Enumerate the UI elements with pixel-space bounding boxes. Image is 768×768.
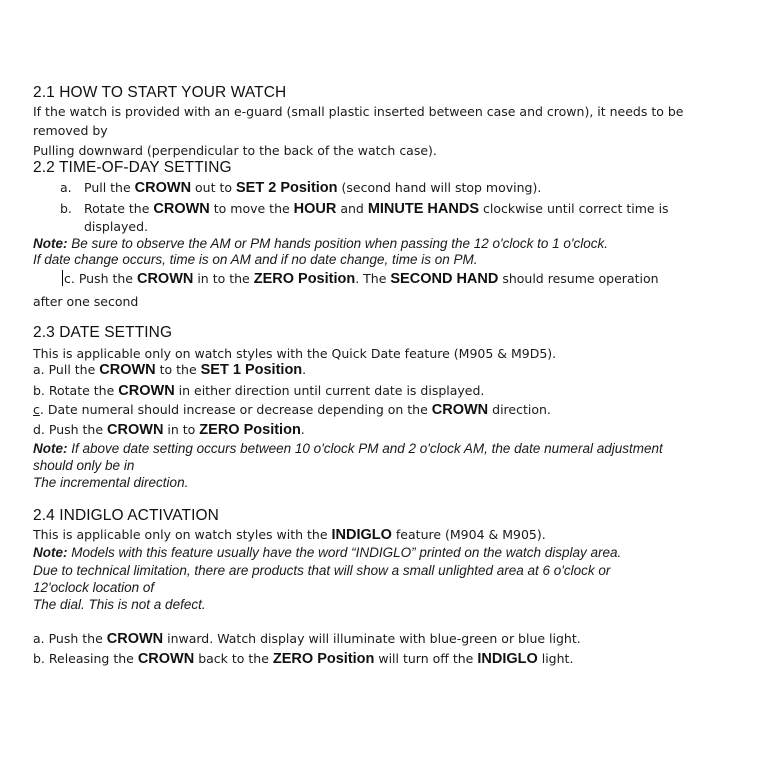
section-2-1-text-line3: Pulling downward (perpendicular to the back of the watch case). (33, 143, 437, 158)
list-item-2-3-d: d. Push the CROWN in to ZERO Position. (33, 422, 305, 438)
list-item-2-3-c: c. Date numeral should increase or decrease depending on the CROWN direction. (33, 402, 551, 418)
section-2-1-text-line1: If the watch is provided with an e-guard (small plastic inserted between case and crown), it needs to be (33, 104, 684, 119)
list-item-2-3-a: a. Pull the CROWN to the SET 1 Position. (33, 362, 307, 378)
section-2-3-heading: 2.3 DATE SETTING (33, 324, 173, 341)
section-2-3-intro: This is applicable only on watch styles with the Quick Date feature (M905 & M9D5). (33, 346, 557, 361)
list-item-2-3-b: b. Rotate the CROWN in either direction until current date is displayed. (33, 383, 485, 399)
list-item-2-2-c-continued: after one second (33, 294, 139, 309)
list-item-2-4-a: a. Push the CROWN inward. Watch display will illuminate with blue-green or blue light. (33, 631, 581, 647)
section-2-4-note-line3: 12'oclock location of (33, 580, 155, 595)
section-2-4-note: Note: Models with this feature usually have the word “INDIGLO” printed on the watch display area. (33, 545, 622, 560)
section-2-2-note: Note: Be sure to observe the AM or PM hands position when passing the 12 o'clock to 1 o'clock. (33, 236, 608, 251)
list-item-2-2-b-continued: displayed. (84, 219, 148, 234)
section-2-1-text-line2: removed by (33, 123, 108, 138)
text-cursor (62, 270, 63, 286)
section-2-4-intro: This is applicable only on watch styles with the INDIGLO feature (M904 & M905). (33, 527, 546, 543)
section-2-1-heading: 2.1 HOW TO START YOUR WATCH (33, 84, 287, 101)
section-2-4-note-line2: Due to technical limitation, there are products that will show a small unlighted area at 6 o'clock or (33, 563, 611, 578)
section-2-2-note-line2: If date change occurs, time is on AM and if no date change, time is on PM. (33, 252, 478, 267)
section-2-3-note-line3: The incremental direction. (33, 475, 189, 490)
list-item-2-2-b: b. Rotate the CROWN to move the HOUR and MINUTE HANDS clockwise until correct time is (60, 201, 669, 217)
list-item-2-2-a: a. Pull the CROWN out to SET 2 Position (second hand will stop moving). (60, 180, 542, 196)
section-2-2-heading: 2.2 TIME-OF-DAY SETTING (33, 159, 232, 176)
list-item-2-2-c: c. Push the CROWN in to the ZERO Position. The SECOND HAND should resume operation (64, 271, 659, 287)
section-2-4-heading: 2.4 INDIGLO ACTIVATION (33, 507, 219, 524)
section-2-4-note-line4: The dial. This is not a defect. (33, 597, 206, 612)
section-2-3-note-line2: should only be in (33, 458, 135, 473)
list-item-2-4-b: b. Releasing the CROWN back to the ZERO Position will turn off the INDIGLO light. (33, 651, 574, 667)
section-2-3-note: Note: If above date setting occurs between 10 o'clock PM and 2 o'clock AM, the date numeral adjustment (33, 441, 663, 456)
